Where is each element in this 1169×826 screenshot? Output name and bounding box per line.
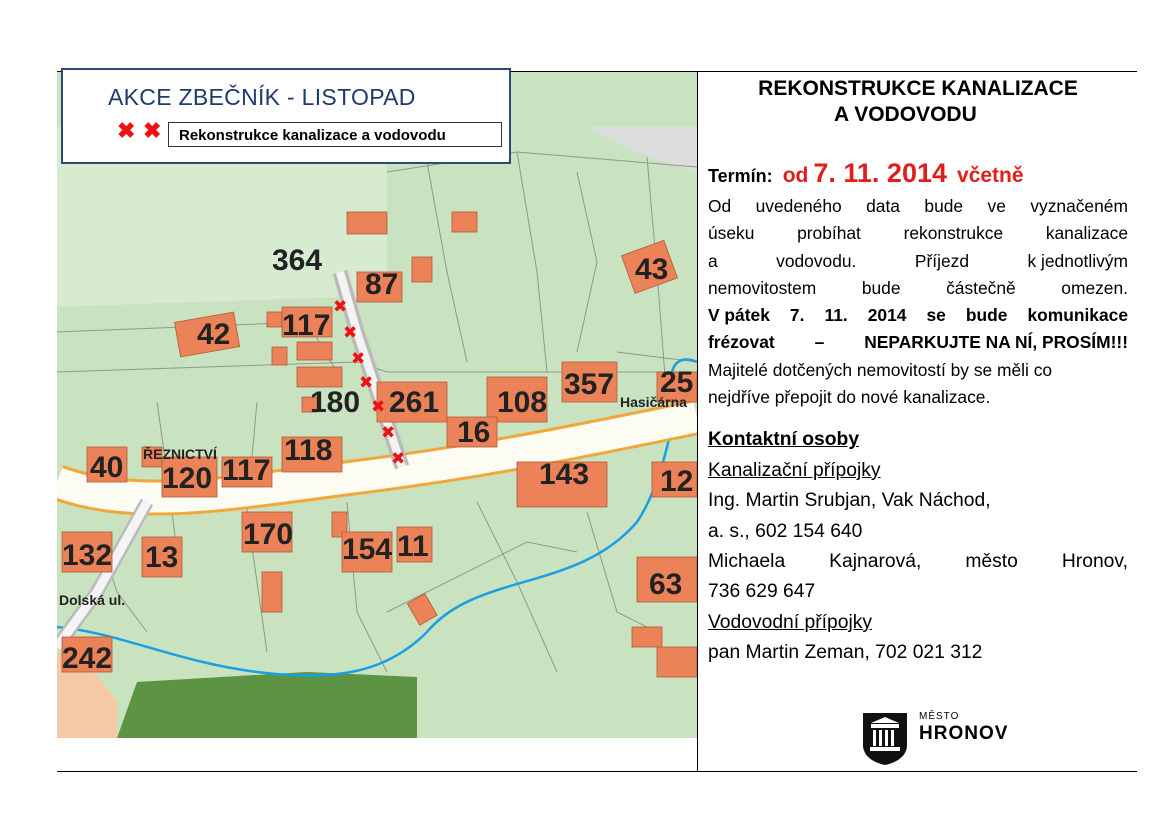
para-line-bold xyxy=(708,302,1128,329)
word: nemovitostem xyxy=(708,277,817,298)
notice-title-line2: A VODOVODU xyxy=(834,103,977,126)
word: Od xyxy=(708,196,732,216)
house-number: 40 xyxy=(90,451,124,484)
house-number: 180 xyxy=(310,386,361,419)
notice-title-line1: REKONSTRUKCE KANALIZACE xyxy=(758,77,1078,100)
word: se xyxy=(926,305,946,326)
word: rekonstrukce xyxy=(903,223,1004,244)
word: omezen. xyxy=(1061,277,1128,298)
notice-paragraph xyxy=(708,193,1128,411)
map-label-reznictvi: ŘEZNICTVÍ xyxy=(143,446,217,462)
legend-marker-icon: ✖ xyxy=(117,118,136,143)
legend-marker-icon: ✖ xyxy=(143,118,162,143)
legend-item-label: Rekonstrukce kanalizace a vodovodu xyxy=(168,122,502,147)
word: a xyxy=(708,250,718,271)
work-marker: ✖ xyxy=(391,449,406,469)
house-number: 87 xyxy=(365,268,399,301)
word: vodovodu. xyxy=(776,250,857,271)
contact-line: Ing. Martin Srubjan, Vak Náchod, xyxy=(708,490,991,512)
contact-line: a. s., 602 154 640 xyxy=(708,520,863,542)
word: Michaela xyxy=(708,551,786,572)
house-number: 118 xyxy=(284,434,333,467)
word: bude xyxy=(861,277,901,298)
word: částečně xyxy=(946,277,1016,298)
word: – xyxy=(814,332,825,353)
term-line xyxy=(708,158,1128,189)
word: V pátek xyxy=(708,305,770,326)
house-number: 143 xyxy=(539,458,590,491)
forest-area xyxy=(117,672,417,738)
para-line xyxy=(708,220,1128,247)
term-date: 7. 11. 2014 xyxy=(813,158,947,188)
word: vyznačeném xyxy=(1030,196,1128,216)
word: k jednotlivým xyxy=(1027,250,1128,271)
house-number: 117 xyxy=(282,309,331,342)
house-number: 242 xyxy=(62,642,113,675)
word: ve xyxy=(987,196,1006,216)
house-number: 357 xyxy=(564,368,615,401)
work-marker: ✖ xyxy=(371,397,386,417)
word: komunikace xyxy=(1027,305,1128,326)
logo-subtitle: MĚSTO xyxy=(919,711,960,722)
legend-title: AKCE ZBEČNÍK - LISTOPAD xyxy=(108,84,416,110)
word: probíhat xyxy=(797,223,861,244)
town-logo xyxy=(861,711,1009,770)
word: bude xyxy=(924,196,964,216)
word: NEPARKUJTE NA NÍ, PROSÍM!!! xyxy=(864,332,1128,353)
word: Kajnarová, xyxy=(829,551,922,572)
word: 2014 xyxy=(867,305,907,326)
house-number: 13 xyxy=(145,541,179,574)
word: uvedeného xyxy=(755,196,842,216)
sewer-heading: Kanalizační přípojky xyxy=(708,459,881,481)
word: Příjezd xyxy=(914,250,969,271)
house-number: 261 xyxy=(389,386,440,419)
logo-name: HRONOV xyxy=(919,723,1009,744)
word: 11. xyxy=(824,305,848,326)
house-number: 120 xyxy=(162,462,213,495)
house-number: 42 xyxy=(197,318,231,351)
house-number: 364 xyxy=(272,244,323,277)
info-panel xyxy=(708,76,1128,669)
house-number: 63 xyxy=(649,568,683,601)
work-marker: ✖ xyxy=(381,423,396,443)
term-label: Termín: xyxy=(708,166,773,186)
work-marker: ✖ xyxy=(333,297,348,317)
contact-line: pan Martin Zeman, 702 021 312 xyxy=(708,642,983,664)
contacts-section xyxy=(708,425,1128,668)
word: frézovat xyxy=(708,332,775,353)
contact-line xyxy=(708,547,1128,577)
para-line-bold xyxy=(708,329,1128,356)
house-number: 43 xyxy=(635,253,669,286)
house-number: 12 xyxy=(660,465,694,498)
street-map xyxy=(57,72,697,738)
word: bude xyxy=(965,305,1008,326)
word: Hronov, xyxy=(1061,551,1128,572)
house-number: 11 xyxy=(397,530,429,563)
term-prefix: od xyxy=(782,164,809,187)
map-label-hasicarna: Hasičárna xyxy=(620,394,687,410)
para-line xyxy=(708,248,1128,275)
house-number: 25 xyxy=(660,366,694,399)
house-number: 108 xyxy=(497,386,548,419)
house-number: 132 xyxy=(62,539,113,572)
term-suffix: včetně xyxy=(957,164,1024,187)
work-marker: ✖ xyxy=(351,349,366,369)
column-divider xyxy=(697,71,698,772)
bottom-rule xyxy=(57,771,1137,772)
word: úseku xyxy=(708,223,755,244)
para-line: Majitelé dotčených nemovitostí by se měli co xyxy=(708,359,1053,380)
contact-line: 736 629 647 xyxy=(708,581,816,603)
house-number: 117 xyxy=(222,454,271,487)
water-heading: Vodovodní přípojky xyxy=(708,611,873,633)
contacts-heading: Kontaktní osoby xyxy=(708,429,860,451)
para-line: nejdříve přepojit do nové kanalizace. xyxy=(708,387,991,408)
work-marker: ✖ xyxy=(343,323,358,343)
map-label-dolska: Dolská ul. xyxy=(59,592,126,608)
house-number: 154 xyxy=(342,533,393,566)
map-legend xyxy=(61,68,511,164)
town-hall-shield-icon xyxy=(861,711,909,765)
para-line xyxy=(708,275,1128,302)
para-line xyxy=(708,193,1128,220)
house-number: 16 xyxy=(457,416,491,449)
word: 7. xyxy=(789,305,805,326)
work-marker: ✖ xyxy=(359,373,374,393)
word: město xyxy=(965,551,1018,572)
word: data xyxy=(866,196,900,216)
house-number: 170 xyxy=(243,518,294,551)
word: kanalizace xyxy=(1045,223,1128,244)
